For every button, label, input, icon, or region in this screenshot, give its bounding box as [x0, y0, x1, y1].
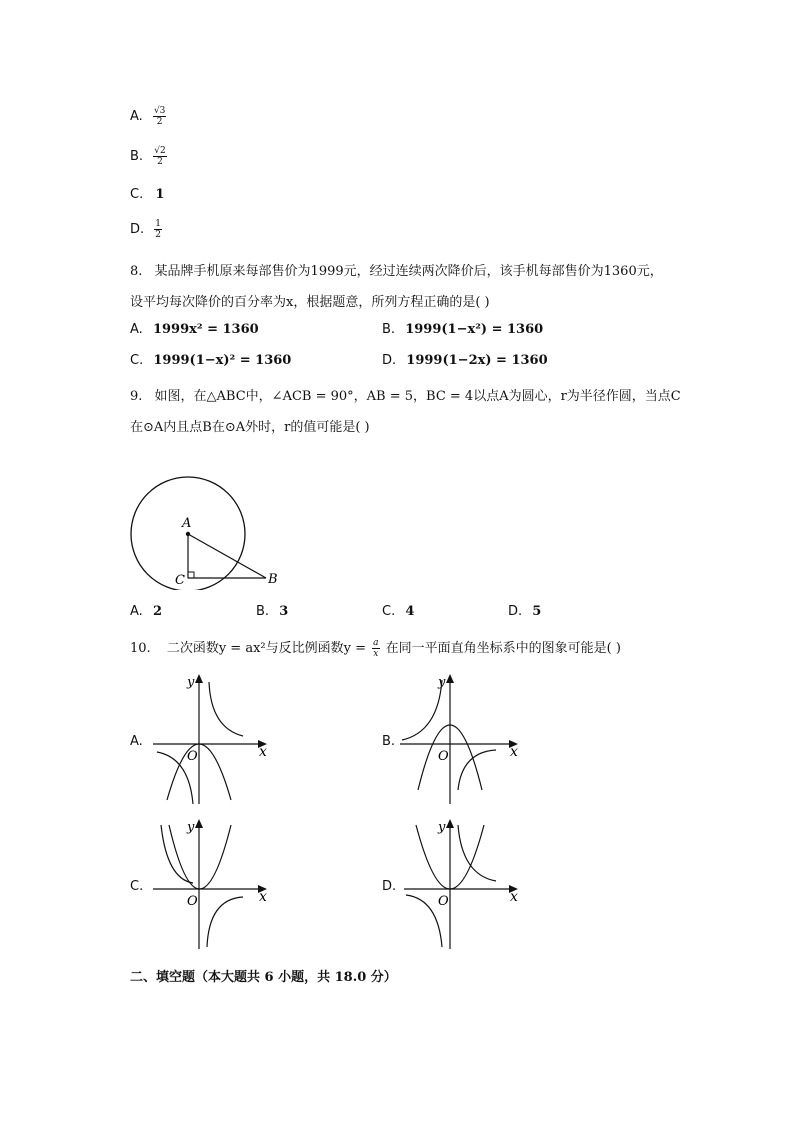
option-letter: C. [130, 353, 144, 368]
fraction-a-over-x: $\frac{a}{x}$ [373, 638, 379, 659]
q10-graph-a[interactable] [145, 672, 275, 807]
q10-option-b-letter[interactable]: B. [382, 734, 396, 749]
q9-option-a[interactable] [130, 604, 162, 619]
axis-x-label: x [259, 744, 267, 760]
option-text: 1999(1−x)² = 1360 [153, 353, 292, 368]
option-text: 2 [152, 604, 162, 619]
option-letter: A. [130, 109, 143, 124]
option-text: 4 [405, 604, 415, 619]
option-letter: B. [382, 322, 396, 337]
question-text: 设平均每次降价的百分率为x，根据题意，所列方程正确的是( ) [130, 295, 490, 310]
option-text: 5 [532, 604, 542, 619]
axis-y-label: y [187, 820, 195, 835]
q8-option-a[interactable] [130, 322, 259, 337]
hyperbola-branch-2 [207, 897, 243, 947]
axis-x-label: x [510, 889, 518, 905]
option-text: 1999(1−x²) = 1360 [405, 322, 544, 337]
q9-option-d[interactable] [508, 604, 541, 619]
option-text: 1999(1−2x) = 1360 [406, 353, 548, 368]
q8-option-c[interactable] [130, 353, 291, 368]
axis-y-label: y [187, 675, 195, 690]
q7-option-c[interactable] [130, 187, 164, 202]
q8-stem-line1 [130, 260, 663, 279]
option-letter: D. [382, 353, 397, 368]
axis-x-label: x [510, 744, 518, 760]
option-letter: D. [130, 222, 145, 237]
question-text: 某品牌手机原来每部售价为1999元，经过连续两次降价后，该手机每部售价为1360元， [154, 264, 663, 279]
question-number: 8. [130, 264, 143, 279]
section-heading: 二、填空题（本大题共 6 小题，共 18.0 分） [130, 970, 397, 985]
origin-label: O [187, 894, 198, 909]
origin-label: O [187, 749, 198, 764]
label-c: C [175, 573, 185, 588]
question-text-after: 在同一平面直角坐标系中的图象可能是( ) [385, 641, 621, 656]
option-letter: D. [508, 604, 523, 619]
question-number: 10. [130, 641, 151, 656]
q9-option-b[interactable] [256, 604, 288, 619]
hyperbola-branch-1 [402, 680, 442, 740]
question-text: 如图，在△ABC中，∠ACB = 90°，AB = 5，BC = 4以点A为圆心，r为半径作圆，当点C [154, 389, 681, 404]
q7-option-b[interactable] [130, 146, 167, 167]
option-text: 1 [155, 187, 165, 202]
hyperbola-branch-2 [406, 895, 442, 947]
q10-option-c-letter[interactable]: C. [130, 879, 144, 894]
segment-ab [188, 534, 266, 578]
option-letter: A. [130, 604, 143, 619]
q9-option-c[interactable] [382, 604, 414, 619]
option-text: 3 [279, 604, 289, 619]
q10-graph-b[interactable] [396, 672, 526, 807]
option-letter: C. [382, 604, 396, 619]
origin-label: O [438, 749, 449, 764]
option-letter: B. [256, 604, 270, 619]
label-a: A [182, 516, 192, 531]
q10-graph-c[interactable] [145, 817, 275, 952]
origin-label: O [438, 894, 449, 909]
q8-stem-line2 [130, 291, 490, 310]
label-b: B [268, 572, 278, 587]
q10-option-d-letter[interactable]: D. [382, 879, 397, 894]
q9-stem-line1 [130, 385, 681, 404]
option-text: 1999x² = 1360 [152, 322, 259, 337]
fraction: $\frac{√2}{2}$ [154, 146, 166, 167]
q10-stem [130, 637, 621, 659]
option-letter: B. [130, 149, 144, 164]
parabola [169, 825, 231, 889]
q10-graph-d[interactable] [396, 817, 526, 952]
right-angle-mark [188, 572, 194, 578]
fraction: $\frac{√3}{2}$ [153, 106, 166, 127]
question-text: 在⊙A内且点B在⊙A外时，r的值可能是( ) [130, 420, 370, 435]
q9-stem-line2 [130, 416, 370, 435]
axis-y-label: y [438, 820, 446, 835]
option-letter: A. [130, 322, 143, 337]
q7-option-d[interactable] [130, 219, 162, 240]
hyperbola-branch-1 [458, 825, 496, 881]
q7-option-a[interactable] [130, 106, 166, 127]
q9-figure [125, 470, 295, 590]
option-letter: C. [130, 187, 144, 202]
question-number: 9. [130, 389, 143, 404]
q10-option-a-letter[interactable]: A. [130, 734, 143, 749]
question-text-before: 二次函数y = ax²与反比例函数y = [166, 641, 366, 656]
q8-option-b[interactable] [382, 322, 543, 337]
axis-y-label: y [438, 675, 446, 690]
hyperbola-branch-1 [209, 682, 243, 736]
fraction: $\frac{1}{2}$ [155, 219, 162, 240]
q8-option-d[interactable] [382, 353, 548, 368]
point-a [186, 532, 190, 536]
axis-x-label: x [259, 889, 267, 905]
